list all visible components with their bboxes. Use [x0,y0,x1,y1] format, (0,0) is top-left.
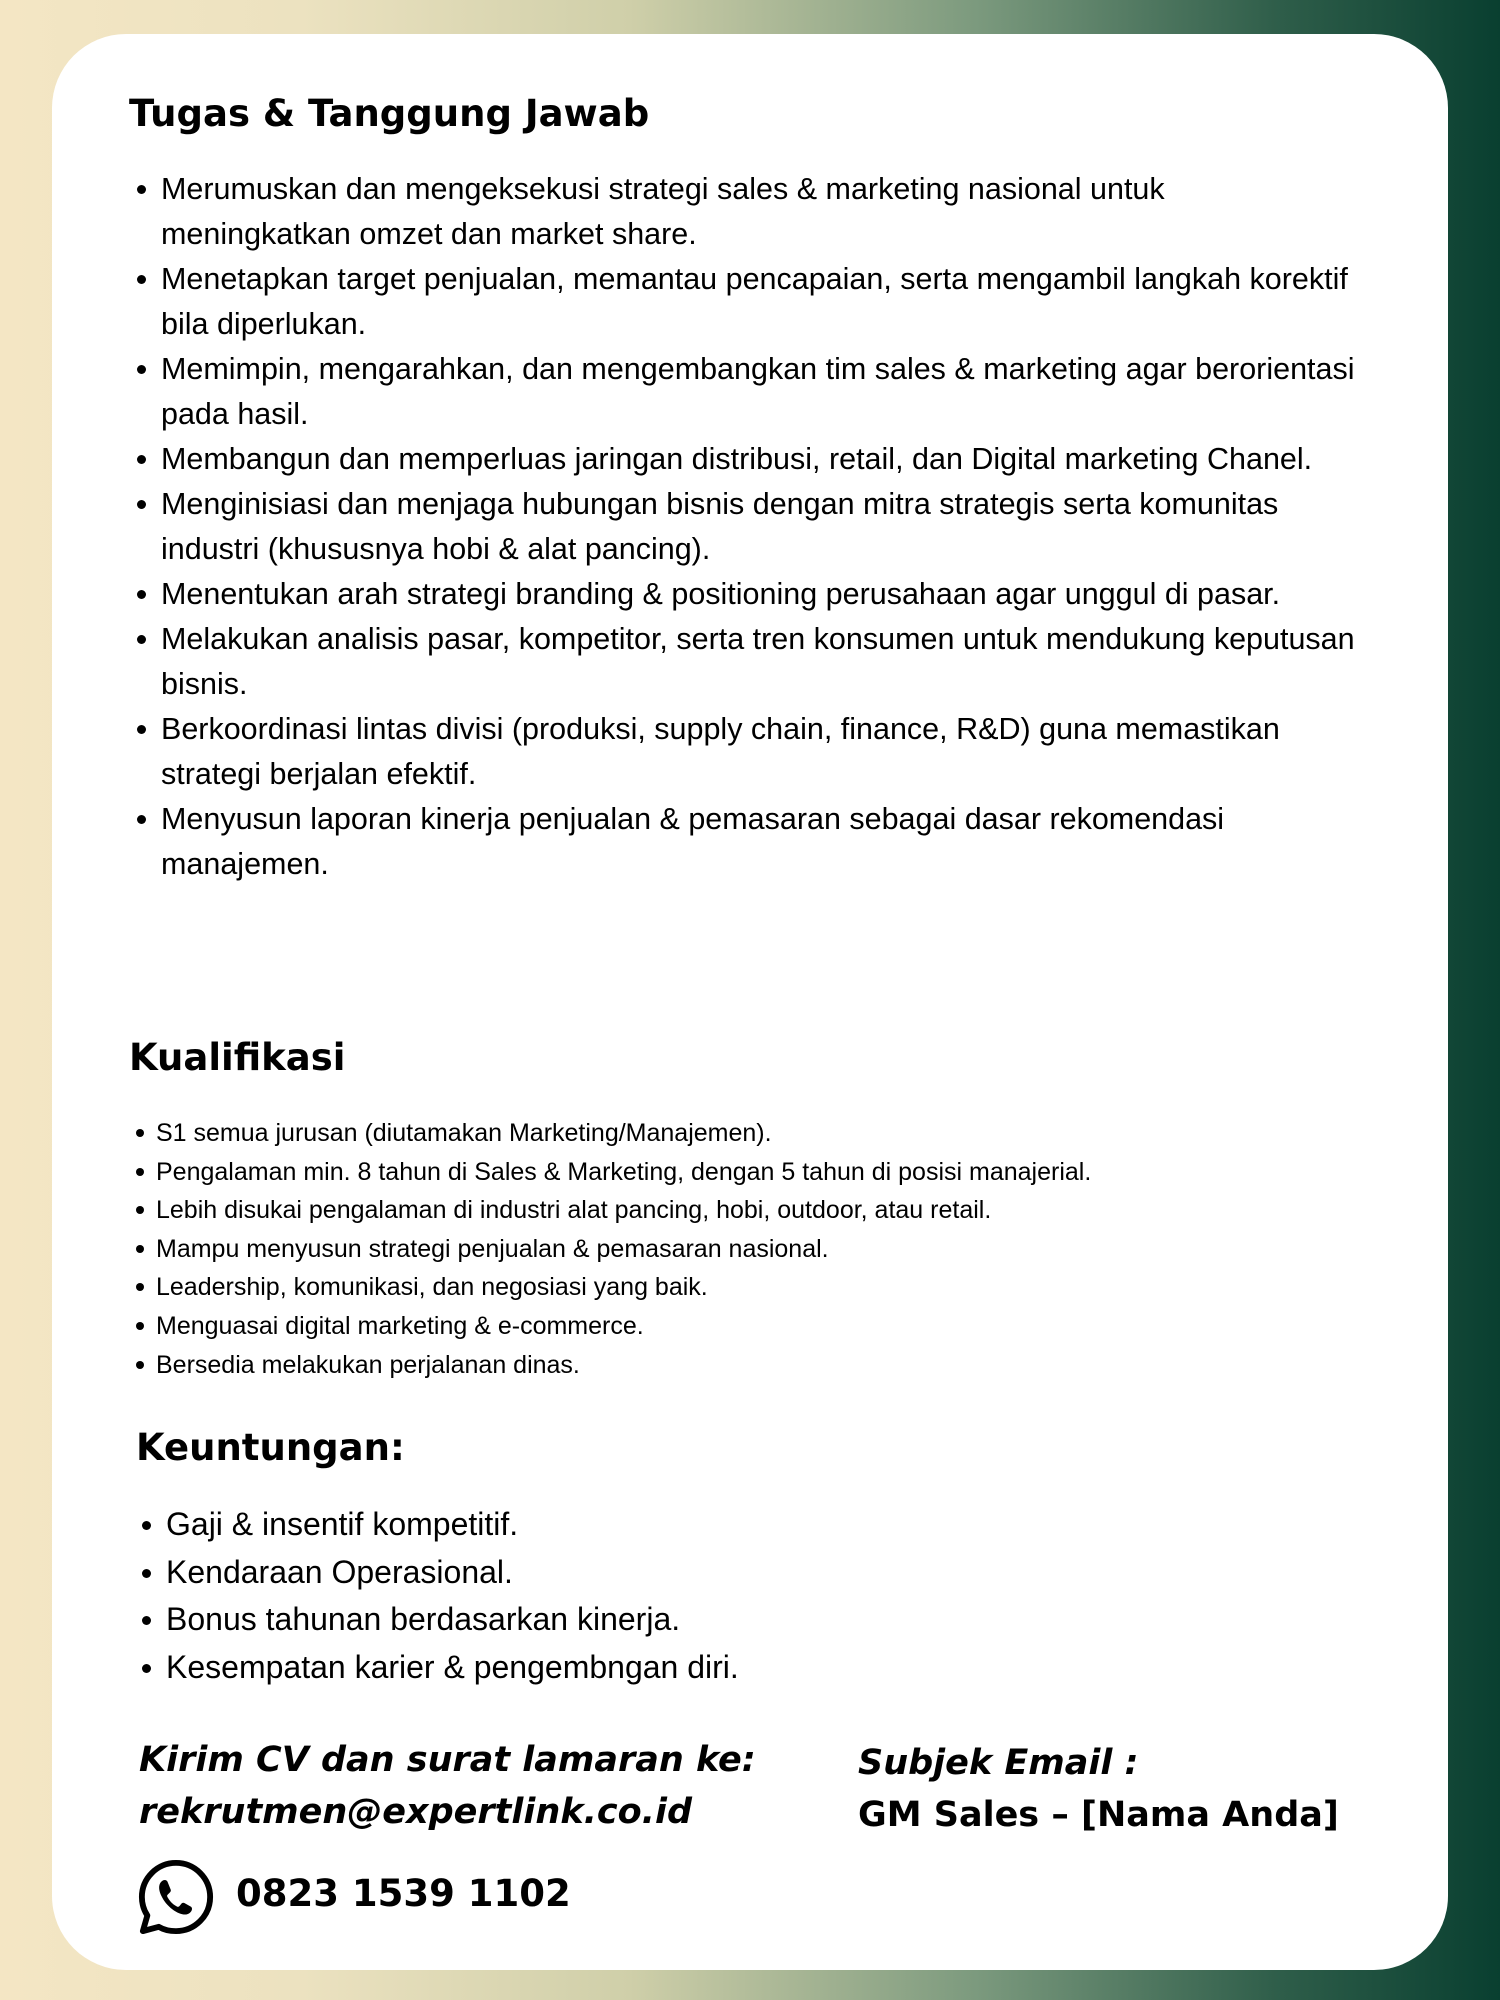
list-item: Merumuskan dan mengeksekusi strategi sales & marketing nasional untuk meningkatkan omzet dan market share. [161,167,1361,257]
list-item: Leadership, komunikasi, dan negosiasi yang baik. [156,1268,1356,1307]
list-item: Menginisiasi dan menjaga hubungan bisnis dengan mitra strategis serta komunitas industri (khususnya hobi & alat pancing). [161,482,1361,572]
qualifications-title: Kualifikasi [129,1036,346,1079]
list-item: Membangun dan memperluas jaringan distribusi, retail, dan Digital marketing Chanel. [161,437,1361,482]
list-item: Bonus tahunan berdasarkan kinerja. [166,1596,1366,1644]
list-item: Kendaraan Operasional. [166,1549,1366,1597]
email-subject [858,1737,1339,1841]
apply-instructions [139,1734,756,1838]
list-item: Memimpin, mengarahkan, dan mengembangkan tim sales & marketing agar berorientasi pada hasil. [161,347,1361,437]
list-item: Kesempatan karier & pengembngan diri. [166,1644,1366,1692]
list-item: Mampu menyusun strategi penjualan & pemasaran nasional. [156,1230,1356,1269]
benefits-list [166,1501,1366,1691]
subject-value: GM Sales – [Nama Anda] [858,1795,1339,1835]
benefits-title: Keuntungan: [136,1426,405,1469]
list-item: Melakukan analisis pasar, kompetitor, serta tren konsumen untuk mendukung keputusan bisnis. [161,617,1361,707]
list-item: S1 semua jurusan (diutamakan Marketing/Manajemen). [156,1114,1356,1153]
list-item: Gaji & insentif kompetitif. [166,1501,1366,1549]
email-link[interactable]: rekrutmen@expertlink.co.id [139,1792,693,1832]
list-item: Pengalaman min. 8 tahun di Sales & Marketing, dengan 5 tahun di posisi manajerial. [156,1153,1356,1192]
list-item: Menguasai digital marketing & e-commerce. [156,1307,1356,1346]
list-item: Menetapkan target penjualan, memantau pencapaian, serta mengambil langkah korektif bila diperlukan. [161,257,1361,347]
qualifications-list [156,1114,1356,1384]
send-cv-label: Kirim CV dan surat lamaran ke: [139,1740,756,1780]
duties-list [161,167,1361,887]
duties-title: Tugas & Tanggung Jawab [129,92,650,135]
list-item: Lebih disukai pengalaman di industri alat pancing, hobi, outdoor, atau retail. [156,1191,1356,1230]
list-item: Menentukan arah strategi branding & positioning perusahaan agar unggul di pasar. [161,572,1361,617]
list-item: Menyusun laporan kinerja penjualan & pemasaran sebagai dasar rekomendasi manajemen. [161,797,1361,887]
phone-number[interactable]: 0823 1539 1102 [236,1872,571,1915]
list-item: Berkoordinasi lintas divisi (produksi, supply chain, finance, R&D) guna memastikan strategi berjalan efektif. [161,707,1361,797]
list-item: Bersedia melakukan perjalanan dinas. [156,1346,1356,1385]
subject-label: Subjek Email : [858,1743,1139,1783]
whatsapp-icon [137,1858,215,1936]
